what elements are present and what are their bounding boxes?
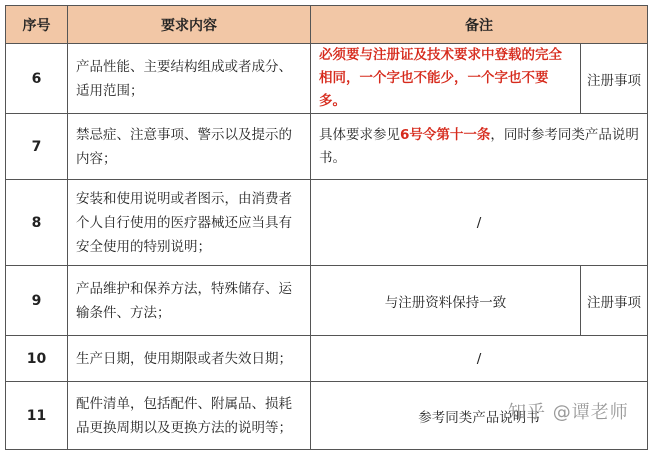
row-number: 8 xyxy=(6,180,68,266)
row-number: 6 xyxy=(6,44,68,114)
row-number: 7 xyxy=(6,114,68,180)
requirement-cell: 产品性能、主要结构组成或者成分、适用范围； xyxy=(68,44,311,114)
table-row xyxy=(6,180,648,266)
note-text: ，同时参考同类产品说明书。 xyxy=(319,126,639,166)
note-cell: 参考同类产品说明书 xyxy=(311,382,648,450)
table-row xyxy=(6,266,648,336)
note-cell: 必须要与注册证及技术要求中登载的完全相同，一个字也不能少，一个字也不要多。 xyxy=(311,44,581,114)
note-reference: 6号令第十一条 xyxy=(400,126,491,143)
table-row xyxy=(6,336,648,382)
header-requirement: 要求内容 xyxy=(68,6,311,44)
note-cell: / xyxy=(311,180,648,266)
requirement-cell: 生产日期，使用期限或者失效日期； xyxy=(68,336,311,382)
note-cell: / xyxy=(311,336,648,382)
requirement-cell: 安装和使用说明或者图示，由消费者个人自行使用的医疗器械还应当具有安全使用的特别说明； xyxy=(68,180,311,266)
header-no: 序号 xyxy=(6,6,68,44)
extra-cell: 注册事项 xyxy=(581,44,648,114)
note-cell xyxy=(311,114,648,180)
watermark: 知乎 @谭老师 xyxy=(508,402,629,423)
requirement-cell: 禁忌症、注意事项、警示以及提示的内容； xyxy=(68,114,311,180)
note-cell: 与注册资料保持一致 xyxy=(311,266,581,336)
note-text: 具体要求参见 xyxy=(319,126,400,143)
table-row xyxy=(6,114,648,180)
row-number: 10 xyxy=(6,336,68,382)
row-number: 11 xyxy=(6,382,68,450)
extra-cell: 注册事项 xyxy=(581,266,648,336)
requirements-table xyxy=(5,5,648,450)
header-row xyxy=(6,6,648,44)
requirement-cell: 产品维护和保养方法，特殊储存、运输条件、方法； xyxy=(68,266,311,336)
table-row xyxy=(6,44,648,114)
header-note: 备注 xyxy=(311,6,648,44)
requirement-cell: 配件清单，包括配件、附属品、损耗品更换周期以及更换方法的说明等； xyxy=(68,382,311,450)
row-number: 9 xyxy=(6,266,68,336)
